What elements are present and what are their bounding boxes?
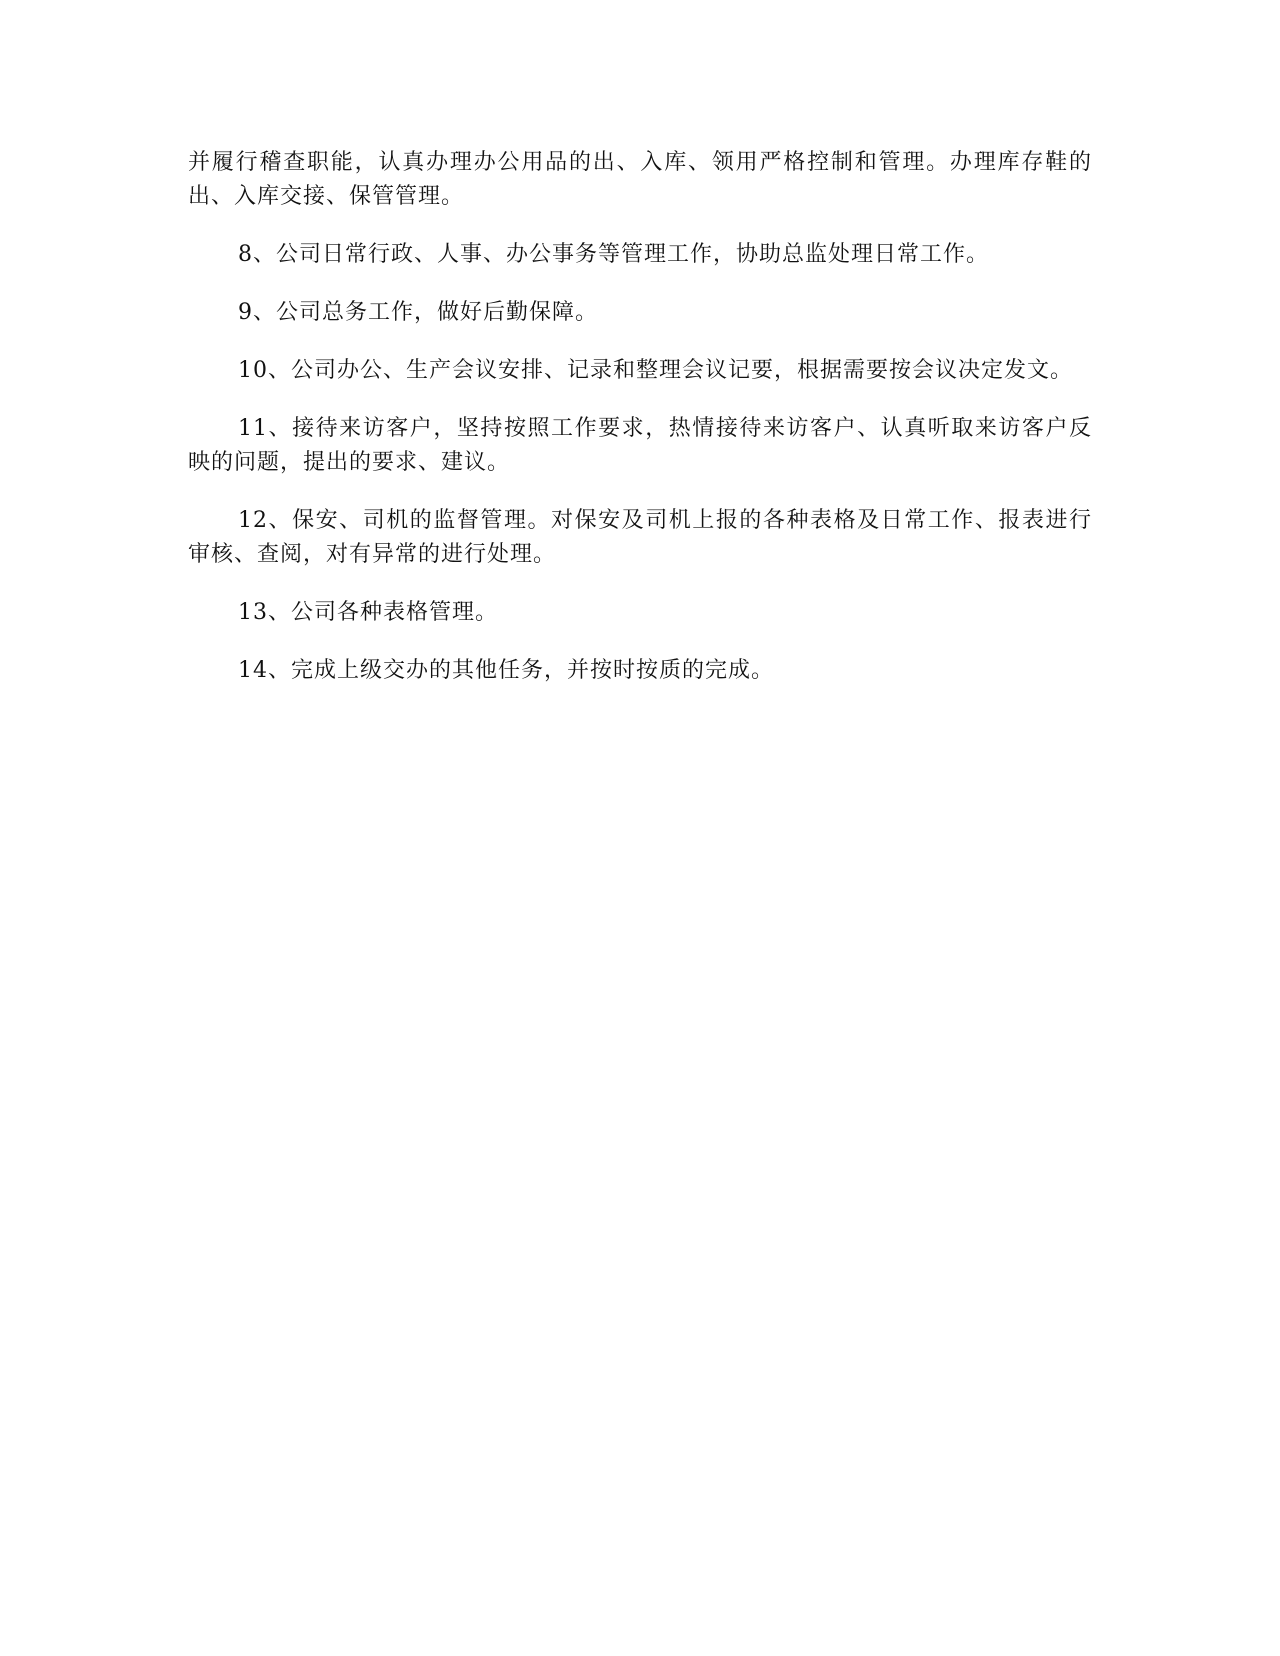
paragraph-item-13: 13、公司各种表格管理。 — [238, 600, 498, 625]
paragraph-item-10: 10、公司办公、生产会议安排、记录和整理会议记要，根据需要按会议决定发文。 — [238, 358, 1073, 383]
paragraph-item-14: 14、完成上级交办的其他任务，并按时按质的完成。 — [238, 658, 774, 683]
paragraph-item-12: 12、保安、司机的监督管理。对保安及司机上报的各种表格及日常工作、报表进行审核、查阅，对有异常的进行处理。 — [188, 508, 1092, 567]
paragraph-item-9: 9、公司总务工作，做好后勤保障。 — [238, 300, 598, 325]
paragraph-continued-duties: 并履行稽查职能，认真办理办公用品的出、入库、领用严格控制和管理。办理库存鞋的出、入库交接、保管管理。 — [188, 150, 1092, 209]
document-body — [188, 146, 1092, 688]
paragraph-item-8: 8、公司日常行政、人事、办公事务等管理工作，协助总监处理日常工作。 — [238, 242, 989, 267]
paragraph-item-11: 11、接待来访客户，坚持按照工作要求，热情接待来访客户、认真听取来访客户反映的问题，提出的要求、建议。 — [188, 416, 1092, 475]
